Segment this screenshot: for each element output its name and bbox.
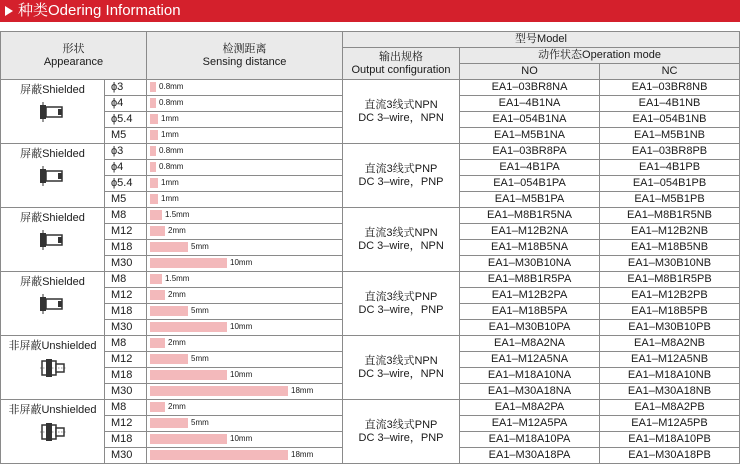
model-no: EA1–M8A2NA — [460, 336, 600, 352]
output-header-cn: 输出规格 — [379, 50, 424, 63]
sensing-distance-label: 10mm — [230, 370, 253, 380]
sensing-distance-bar — [150, 306, 188, 316]
model-no: EA1–M18A10PA — [460, 432, 600, 448]
sensing-distance-bar — [150, 194, 158, 204]
thread-size: ϕ4 — [105, 96, 147, 112]
section-banner — [0, 0, 740, 22]
sensing-distance-cell — [147, 432, 343, 448]
thread-size: M30 — [105, 320, 147, 336]
sensing-header-en: Sensing distance — [202, 55, 287, 68]
sensing-distance-bar — [150, 258, 227, 268]
unshielded-sensor-icon — [38, 357, 68, 379]
model-no: EA1–4B1NA — [460, 96, 600, 112]
thread-size: M12 — [105, 352, 147, 368]
sensing-distance-bar — [150, 290, 165, 300]
model-no: EA1–M12B2PA — [460, 288, 600, 304]
sensing-distance-label: 18mm — [291, 450, 314, 460]
appearance-cell — [1, 400, 105, 464]
output-config-cell — [343, 400, 460, 464]
model-no: EA1–03BR8PA — [460, 144, 600, 160]
thread-size: M30 — [105, 256, 147, 272]
appearance-header-cn: 形状 — [62, 42, 85, 55]
sensing-distance-label: 2mm — [168, 290, 186, 300]
output-config-en: DC 3–wire，PNP — [358, 431, 444, 444]
model-nc: EA1–M8B1R5PB — [600, 272, 740, 288]
model-nc: EA1–M12A5PB — [600, 416, 740, 432]
model-no: EA1–M18B5NA — [460, 240, 600, 256]
sensing-distance-cell — [147, 192, 343, 208]
sensing-distance-label: 0.8mm — [159, 146, 184, 156]
model-nc: EA1–M30B10PB — [600, 320, 740, 336]
table-row — [1, 80, 740, 96]
output-config-en: DC 3–wire，PNP — [358, 303, 444, 316]
sensing-distance-cell — [147, 320, 343, 336]
sensing-distance-bar — [150, 354, 188, 364]
sensing-distance-cell — [147, 128, 343, 144]
model-no: EA1–M5B1NA — [460, 128, 600, 144]
sensing-distance-cell — [147, 160, 343, 176]
sensing-distance-bar — [150, 114, 158, 124]
model-nc: EA1–M18A10NB — [600, 368, 740, 384]
sensing-distance-cell — [147, 288, 343, 304]
output-config-en: DC 3–wire，NPN — [358, 367, 444, 380]
sensing-distance-label: 10mm — [230, 258, 253, 268]
sensing-distance-bar — [150, 370, 227, 380]
sensing-distance-cell — [147, 400, 343, 416]
model-no: EA1–4B1PA — [460, 160, 600, 176]
sensing-distance-bar — [150, 274, 162, 284]
table-row — [1, 272, 740, 288]
model-no: EA1–054B1NA — [460, 112, 600, 128]
model-no: EA1–M30A18PA — [460, 448, 600, 464]
sensing-distance-bar — [150, 450, 288, 460]
sensing-distance-label: 1mm — [161, 194, 179, 204]
sensing-distance-cell — [147, 176, 343, 192]
model-no: EA1–M5B1PA — [460, 192, 600, 208]
appearance-label: 屏蔽Shielded — [20, 276, 85, 288]
shielded-sensor-icon — [38, 101, 68, 123]
model-nc: EA1–4B1NB — [600, 96, 740, 112]
sensing-distance-bar — [150, 386, 288, 396]
model-no: EA1–M12A5NA — [460, 352, 600, 368]
model-no: EA1–M12B2NA — [460, 224, 600, 240]
model-no: EA1–03BR8NA — [460, 80, 600, 96]
sensing-distance-bar — [150, 178, 158, 188]
model-no: EA1–M18A10NA — [460, 368, 600, 384]
sensing-distance-bar — [150, 418, 188, 428]
sensing-distance-cell — [147, 144, 343, 160]
output-config-cn: 直流3线式NPN — [364, 226, 438, 239]
model-nc: EA1–M18B5PB — [600, 304, 740, 320]
sensing-distance-label: 5mm — [191, 242, 209, 252]
model-nc: EA1–M12B2NB — [600, 224, 740, 240]
model-nc: EA1–M18B5NB — [600, 240, 740, 256]
model-no: EA1–M8B1R5NA — [460, 208, 600, 224]
sensing-distance-bar — [150, 130, 158, 140]
sensing-distance-cell — [147, 240, 343, 256]
sensing-distance-label: 1.5mm — [165, 274, 190, 284]
model-nc: EA1–M8A2PB — [600, 400, 740, 416]
sensing-distance-cell — [147, 416, 343, 432]
no-header: NO — [460, 64, 600, 80]
output-config-en: DC 3–wire，NPN — [358, 111, 444, 124]
model-no: EA1–M12A5PA — [460, 416, 600, 432]
appearance-cell — [1, 336, 105, 400]
model-nc: EA1–03BR8NB — [600, 80, 740, 96]
output-config-en: DC 3–wire，NPN — [358, 239, 444, 252]
sensing-distance-cell — [147, 80, 343, 96]
model-nc: EA1–M30A18NB — [600, 384, 740, 400]
shielded-sensor-icon — [38, 229, 68, 251]
thread-size: M18 — [105, 240, 147, 256]
model-nc: EA1–M8B1R5NB — [600, 208, 740, 224]
output-config-cell — [343, 272, 460, 336]
model-nc: EA1–M18A10PB — [600, 432, 740, 448]
output-header — [343, 48, 460, 80]
sensing-distance-cell — [147, 272, 343, 288]
sensing-distance-cell — [147, 448, 343, 464]
triangle-bullet-icon — [5, 6, 13, 16]
model-no: EA1–M18B5PA — [460, 304, 600, 320]
thread-size: M8 — [105, 400, 147, 416]
table-row — [1, 400, 740, 416]
model-nc: EA1–M8A2NB — [600, 336, 740, 352]
thread-size: M18 — [105, 304, 147, 320]
model-no: EA1–054B1PA — [460, 176, 600, 192]
output-config-cn: 直流3线式PNP — [364, 418, 438, 431]
sensing-distance-label: 0.8mm — [159, 98, 184, 108]
thread-size: M8 — [105, 272, 147, 288]
sensing-distance-cell — [147, 304, 343, 320]
sensing-distance-label: 18mm — [291, 386, 314, 396]
appearance-cell — [1, 144, 105, 208]
model-no: EA1–M8B1R5PA — [460, 272, 600, 288]
model-nc: EA1–M5B1NB — [600, 128, 740, 144]
sensing-header — [147, 32, 343, 80]
sensing-distance-label: 0.8mm — [159, 82, 184, 92]
sensing-header-cn: 检测距离 — [222, 42, 267, 55]
thread-size: M12 — [105, 288, 147, 304]
appearance-cell — [1, 80, 105, 144]
model-nc: EA1–054B1PB — [600, 176, 740, 192]
sensing-distance-label: 0.8mm — [159, 162, 184, 172]
output-config-cn: 直流3线式NPN — [364, 98, 438, 111]
operation-mode-header: 动作状态Operation mode — [460, 48, 740, 64]
model-no: EA1–M30A18NA — [460, 384, 600, 400]
table-row — [1, 336, 740, 352]
sensing-distance-cell — [147, 112, 343, 128]
appearance-cell — [1, 208, 105, 272]
sensing-distance-bar — [150, 226, 165, 236]
sensing-distance-bar — [150, 402, 165, 412]
thread-size: M30 — [105, 448, 147, 464]
sensing-distance-cell — [147, 256, 343, 272]
thread-size: M5 — [105, 128, 147, 144]
shielded-sensor-icon — [38, 293, 68, 315]
output-config-cell — [343, 336, 460, 400]
model-no: EA1–M30B10PA — [460, 320, 600, 336]
output-header-en: Output configuration — [351, 63, 451, 76]
model-header: 型号Model — [343, 32, 740, 48]
sensing-distance-cell — [147, 208, 343, 224]
unshielded-sensor-icon — [38, 421, 68, 443]
sensing-distance-bar — [150, 162, 156, 172]
thread-size: M30 — [105, 384, 147, 400]
sensing-distance-label: 10mm — [230, 434, 253, 444]
appearance-label: 屏蔽Shielded — [20, 84, 85, 96]
sensing-distance-cell — [147, 96, 343, 112]
sensing-distance-cell — [147, 336, 343, 352]
model-nc: EA1–M12A5NB — [600, 352, 740, 368]
model-nc: EA1–M30A18PB — [600, 448, 740, 464]
table-row — [1, 208, 740, 224]
thread-size: M12 — [105, 416, 147, 432]
appearance-label: 非屏蔽Unshielded — [8, 340, 97, 352]
nc-header: NC — [600, 64, 740, 80]
model-nc: EA1–4B1PB — [600, 160, 740, 176]
model-nc: EA1–054B1NB — [600, 112, 740, 128]
output-config-en: DC 3–wire，PNP — [358, 175, 444, 188]
thread-size: M8 — [105, 208, 147, 224]
model-no: EA1–M30B10NA — [460, 256, 600, 272]
sensing-distance-bar — [150, 98, 156, 108]
sensing-distance-cell — [147, 352, 343, 368]
thread-size: ϕ4 — [105, 160, 147, 176]
output-config-cn: 直流3线式NPN — [364, 354, 438, 367]
sensing-distance-label: 5mm — [191, 354, 209, 364]
appearance-header — [1, 32, 147, 80]
thread-size: M12 — [105, 224, 147, 240]
sensing-distance-cell — [147, 368, 343, 384]
sensing-distance-label: 10mm — [230, 322, 253, 332]
thread-size: ϕ3 — [105, 80, 147, 96]
sensing-distance-bar — [150, 434, 227, 444]
sensing-distance-bar — [150, 322, 227, 332]
thread-size: M18 — [105, 368, 147, 384]
table-row — [1, 144, 740, 160]
sensing-distance-label: 1mm — [161, 178, 179, 188]
sensing-distance-bar — [150, 82, 156, 92]
sensing-distance-label: 2mm — [168, 338, 186, 348]
model-no: EA1–M8A2PA — [460, 400, 600, 416]
thread-size: M5 — [105, 192, 147, 208]
shielded-sensor-icon — [38, 165, 68, 187]
sensing-distance-label: 1.5mm — [165, 210, 190, 220]
appearance-label: 非屏蔽Unshielded — [8, 404, 97, 416]
model-nc: EA1–M5B1PB — [600, 192, 740, 208]
ordering-table — [0, 31, 740, 464]
sensing-distance-bar — [150, 210, 162, 220]
output-config-cell — [343, 80, 460, 144]
appearance-header-en: Appearance — [43, 55, 104, 68]
appearance-label: 屏蔽Shielded — [20, 212, 85, 224]
sensing-distance-cell — [147, 384, 343, 400]
sensing-distance-label: 2mm — [168, 226, 186, 236]
section-title: 种类Odering Information — [18, 2, 181, 19]
thread-size: ϕ5.4 — [105, 176, 147, 192]
sensing-distance-bar — [150, 338, 165, 348]
sensing-distance-label: 1mm — [161, 114, 179, 124]
thread-size: ϕ5.4 — [105, 112, 147, 128]
output-config-cell — [343, 144, 460, 208]
output-config-cell — [343, 208, 460, 272]
appearance-label: 屏蔽Shielded — [20, 148, 85, 160]
sensing-distance-label: 2mm — [168, 402, 186, 412]
model-nc: EA1–M12B2PB — [600, 288, 740, 304]
sensing-distance-cell — [147, 224, 343, 240]
output-config-cn: 直流3线式PNP — [364, 162, 438, 175]
model-nc: EA1–M30B10NB — [600, 256, 740, 272]
sensing-distance-bar — [150, 146, 156, 156]
sensing-distance-label: 1mm — [161, 130, 179, 140]
sensing-distance-label: 5mm — [191, 306, 209, 316]
thread-size: M8 — [105, 336, 147, 352]
output-config-cn: 直流3线式PNP — [364, 290, 438, 303]
thread-size: M18 — [105, 432, 147, 448]
model-nc: EA1–03BR8PB — [600, 144, 740, 160]
appearance-cell — [1, 272, 105, 336]
sensing-distance-label: 5mm — [191, 418, 209, 428]
sensing-distance-bar — [150, 242, 188, 252]
thread-size: ϕ3 — [105, 144, 147, 160]
